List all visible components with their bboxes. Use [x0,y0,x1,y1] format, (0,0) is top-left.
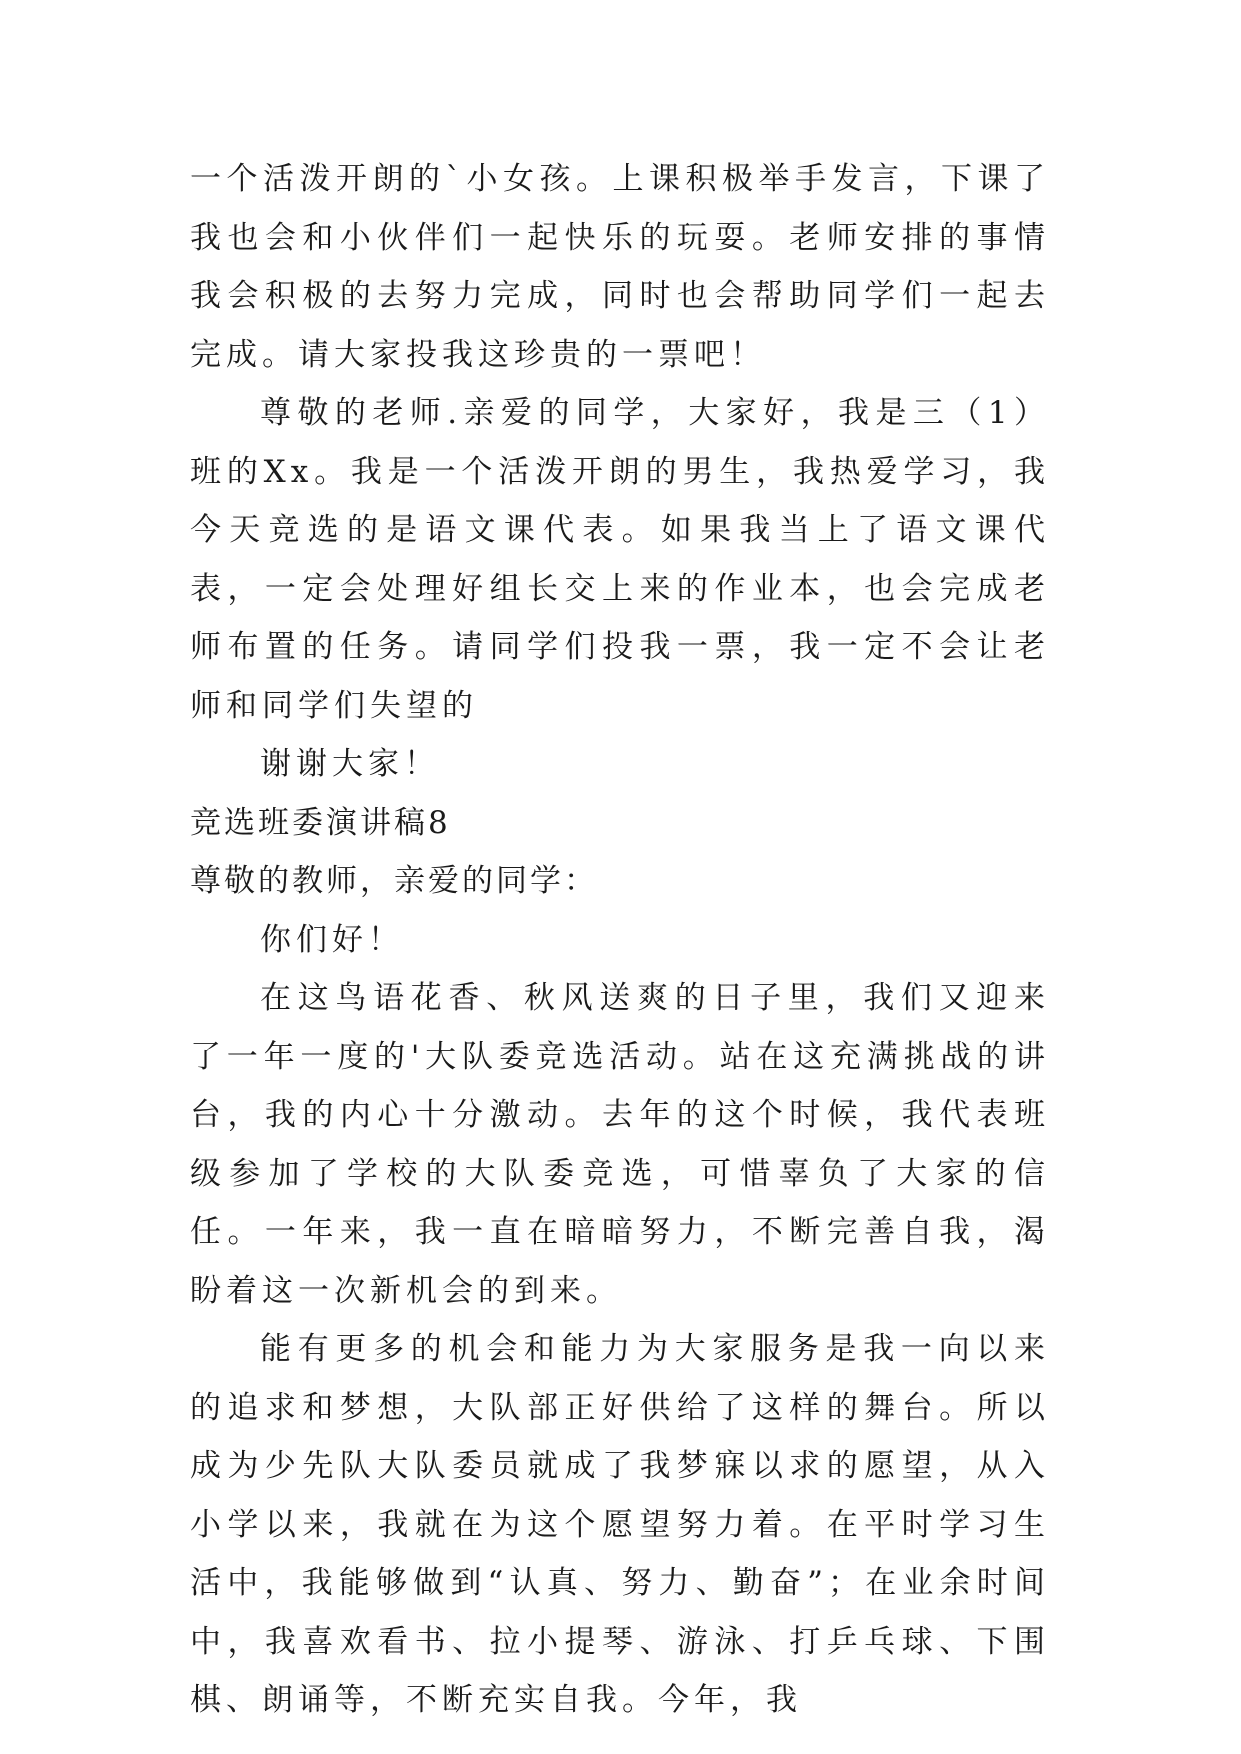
document-body [190,150,1050,1730]
salutation: 尊敬的教师，亲爱的同学： [190,863,598,899]
greeting: 你们好！ [260,921,404,958]
paragraph-body-1: 在这鸟语花香、秋风送爽的日子里，我们又迎来了一年一度的'大队委竞选活动。站在这充满挑战的讲台，我的内心十分激动。去年的这个时候，我代表班级参加了学校的大队委竞选，可惜辜负了大家的信任。一年来，我一直在暗暗努力，不断完善自我，渴盼着这一次新机会的到来。 [190,980,1050,1309]
paragraph-thanks: 谢谢大家！ [260,746,440,782]
paragraph-body-2: 能有更多的机会和能力为大家服务是我一向以来的追求和梦想，大队部正好供给了这样的舞台。所以成为少先队大队委员就成了我梦寐以求的愿望，从入小学以来，我就在为这个愿望努力着。在平时学习生活中，我能够做到“认真、努力、勤奋”；在业余时间中，我喜欢看书、拉小提琴、游泳、打乒乓球、下围棋、朗诵等，不断充实自我。今年，我 [190,1331,1050,1718]
section-title: 竞选班委演讲稿8 [190,804,451,841]
paragraph-intro-continued: 一个活泼开朗的`小女孩。上课积极举手发言，下课了我也会和小伙伴们一起快乐的玩耍。老师安排的事情我会积极的去努力完成，同时也会帮助同学们一起去完成。请大家投我这珍贵的一票吧！ [190,161,1050,373]
paragraph-class-representative-speech: 尊敬的老师.亲爱的同学，大家好，我是三（1）班的Xx。我是一个活泼开朗的男生，我热爱学习，我今天竞选的是语文课代表。如果我当上了语文课代表，一定会处理好组长交上来的作业本，也会完成老师布置的任务。请同学们投我一票，我一定不会让老师和同学们失望的 [190,395,1050,724]
